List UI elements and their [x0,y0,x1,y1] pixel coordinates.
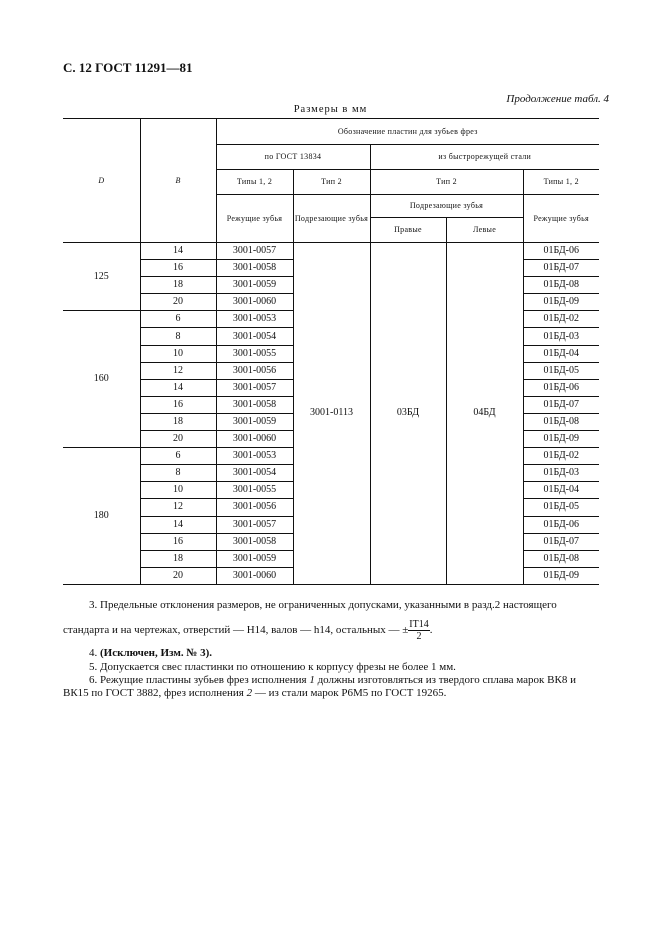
note-3-line-1: 3. Предельные отклонения размеров, не ограниченных допусками, указанными в разд.2 настоящего [89,599,557,611]
cell-hss-cut: 01БД-04 [523,482,599,499]
cell-hss-cut: 01БД-09 [523,431,599,448]
cell-left: 04БД [446,243,523,585]
cell-B: 16 [140,396,216,413]
fraction-numerator: IT14 [409,619,429,630]
note-6-text-b: должны изготовляться из твердого сплава марок ВК8 и ВК15 по ГОСТ 3882, фрез исполнения [63,674,576,699]
cell-B: 20 [140,431,216,448]
cell-gost-cut: 3001-0056 [216,362,293,379]
cell-gost-cut: 3001-0057 [216,379,293,396]
cell-gost-cut: 3001-0059 [216,413,293,430]
cell-gost-cut: 3001-0055 [216,345,293,362]
cell-D: 180 [63,448,140,585]
cell-gost-cut: 3001-0058 [216,533,293,550]
cell-hss-cut: 01БД-03 [523,328,599,345]
cell-hss-cut: 01БД-07 [523,260,599,277]
cell-B: 20 [140,294,216,311]
cell-hss-cut: 01БД-06 [523,379,599,396]
note-3-end: . [429,624,433,637]
cell-hss-cut: 01БД-08 [523,277,599,294]
cell-gost-cut: 3001-0060 [216,567,293,584]
cell-gost-cut: 3001-0056 [216,499,293,516]
note-5: 5. Допускается свес пластинки по отношению к корпусу фрезы не более 1 мм. [89,661,456,673]
cell-B: 6 [140,448,216,465]
cell-D: 160 [63,311,140,448]
cell-gost-cut: 3001-0054 [216,328,293,345]
cell-gost-cut: 3001-0053 [216,311,293,328]
cell-gost-cut: 3001-0059 [216,277,293,294]
cell-B: 10 [140,345,216,362]
cell-B: 16 [140,260,216,277]
cell-gost-cut: 3001-0058 [216,260,293,277]
table-continuation: Продолжение табл. 4 [506,93,609,105]
page-reference: С. 12 ГОСТ 11291—81 [63,60,193,75]
cell-hss-cut: 01БД-03 [523,465,599,482]
header-type-2-hss: Тип 2 [370,170,523,195]
cell-hss-cut: 01БД-06 [523,243,599,260]
cell-B: 8 [140,328,216,345]
cell-B: 20 [140,567,216,584]
header-types-12-hss: Типы 1, 2 [523,170,599,195]
cell-B: 12 [140,362,216,379]
cell-B: 14 [140,243,216,260]
note-4 [63,646,600,661]
cell-B: 18 [140,413,216,430]
cell-gost-cut: 3001-0057 [216,516,293,533]
note-3-text: стандарта и на чертежах, отверстий — Н14, валов — h14, остальных — ± [63,624,409,637]
header-hss: из быстрорежущей стали [370,145,599,170]
header-trimming-teeth-gost: Подрезающие зубья [293,195,370,243]
cell-D: 125 [63,243,140,311]
header-designation: Обозначение пластин для зубьев фрез [216,119,599,145]
cell-right: 03БД [370,243,446,585]
fraction-denominator: 2 [416,631,422,642]
cell-hss-cut: 01БД-09 [523,294,599,311]
cell-B: 14 [140,379,216,396]
cell-hss-cut: 01БД-07 [523,533,599,550]
header-right: Правые [370,218,446,243]
note-3-line-2 [63,619,600,642]
note-6-text-a: 6. Режущие пластины зубьев фрез исполнения [89,674,310,686]
cell-gost-cut: 3001-0060 [216,431,293,448]
cell-gost-cut: 3001-0055 [216,482,293,499]
header-type-2-gost: Тип 2 [293,170,370,195]
cell-gost-cut: 3001-0060 [216,294,293,311]
cell-B: 18 [140,277,216,294]
cell-B: 18 [140,550,216,567]
cell-hss-cut: 01БД-09 [523,567,599,584]
dimensions-table [63,118,599,585]
cell-gost-cut: 3001-0057 [216,243,293,260]
table-caption: Размеры в мм [293,104,368,115]
cell-B: 10 [140,482,216,499]
note-3 [63,598,600,642]
cell-hss-cut: 01БД-07 [523,396,599,413]
cell-hss-cut: 01БД-08 [523,550,599,567]
cell-hss-cut: 01БД-02 [523,448,599,465]
header-types-12-gost: Типы 1, 2 [216,170,293,195]
cell-hss-cut: 01БД-04 [523,345,599,362]
table-row [63,243,599,260]
cell-gost-cut: 3001-0059 [216,550,293,567]
note-6-variant-1: 1 [309,674,315,686]
header-trimming-teeth-hss: Подрезающие зубья [370,195,523,218]
header-cutting-teeth-hss: Режущие зубья [523,195,599,243]
cell-gost-trim: 3001-0113 [293,243,370,585]
cell-B: 16 [140,533,216,550]
cell-B: 14 [140,516,216,533]
note-6-text-c: — из стали марок Р6М5 по ГОСТ 19265. [252,687,447,699]
cell-gost-cut: 3001-0058 [216,396,293,413]
note-4-number: 4. [89,647,98,659]
header-gost: по ГОСТ 13834 [216,145,370,170]
cell-hss-cut: 01БД-05 [523,362,599,379]
cell-B: 8 [140,465,216,482]
header-cutting-teeth-gost: Режущие зубья [216,195,293,243]
header-left: Левые [446,218,523,243]
cell-hss-cut: 01БД-08 [523,413,599,430]
note-4-text: (Исключен, Изм. № 3). [100,647,213,659]
header-D: D [63,119,140,243]
cell-gost-cut: 3001-0053 [216,448,293,465]
cell-B: 12 [140,499,216,516]
tolerance-fraction [408,619,429,642]
note-6 [63,674,600,700]
cell-B: 6 [140,311,216,328]
cell-gost-cut: 3001-0054 [216,465,293,482]
note-6-variant-2: 2 [246,687,253,699]
cell-hss-cut: 01БД-06 [523,516,599,533]
cell-hss-cut: 01БД-02 [523,311,599,328]
header-B: B [140,119,216,243]
cell-hss-cut: 01БД-05 [523,499,599,516]
